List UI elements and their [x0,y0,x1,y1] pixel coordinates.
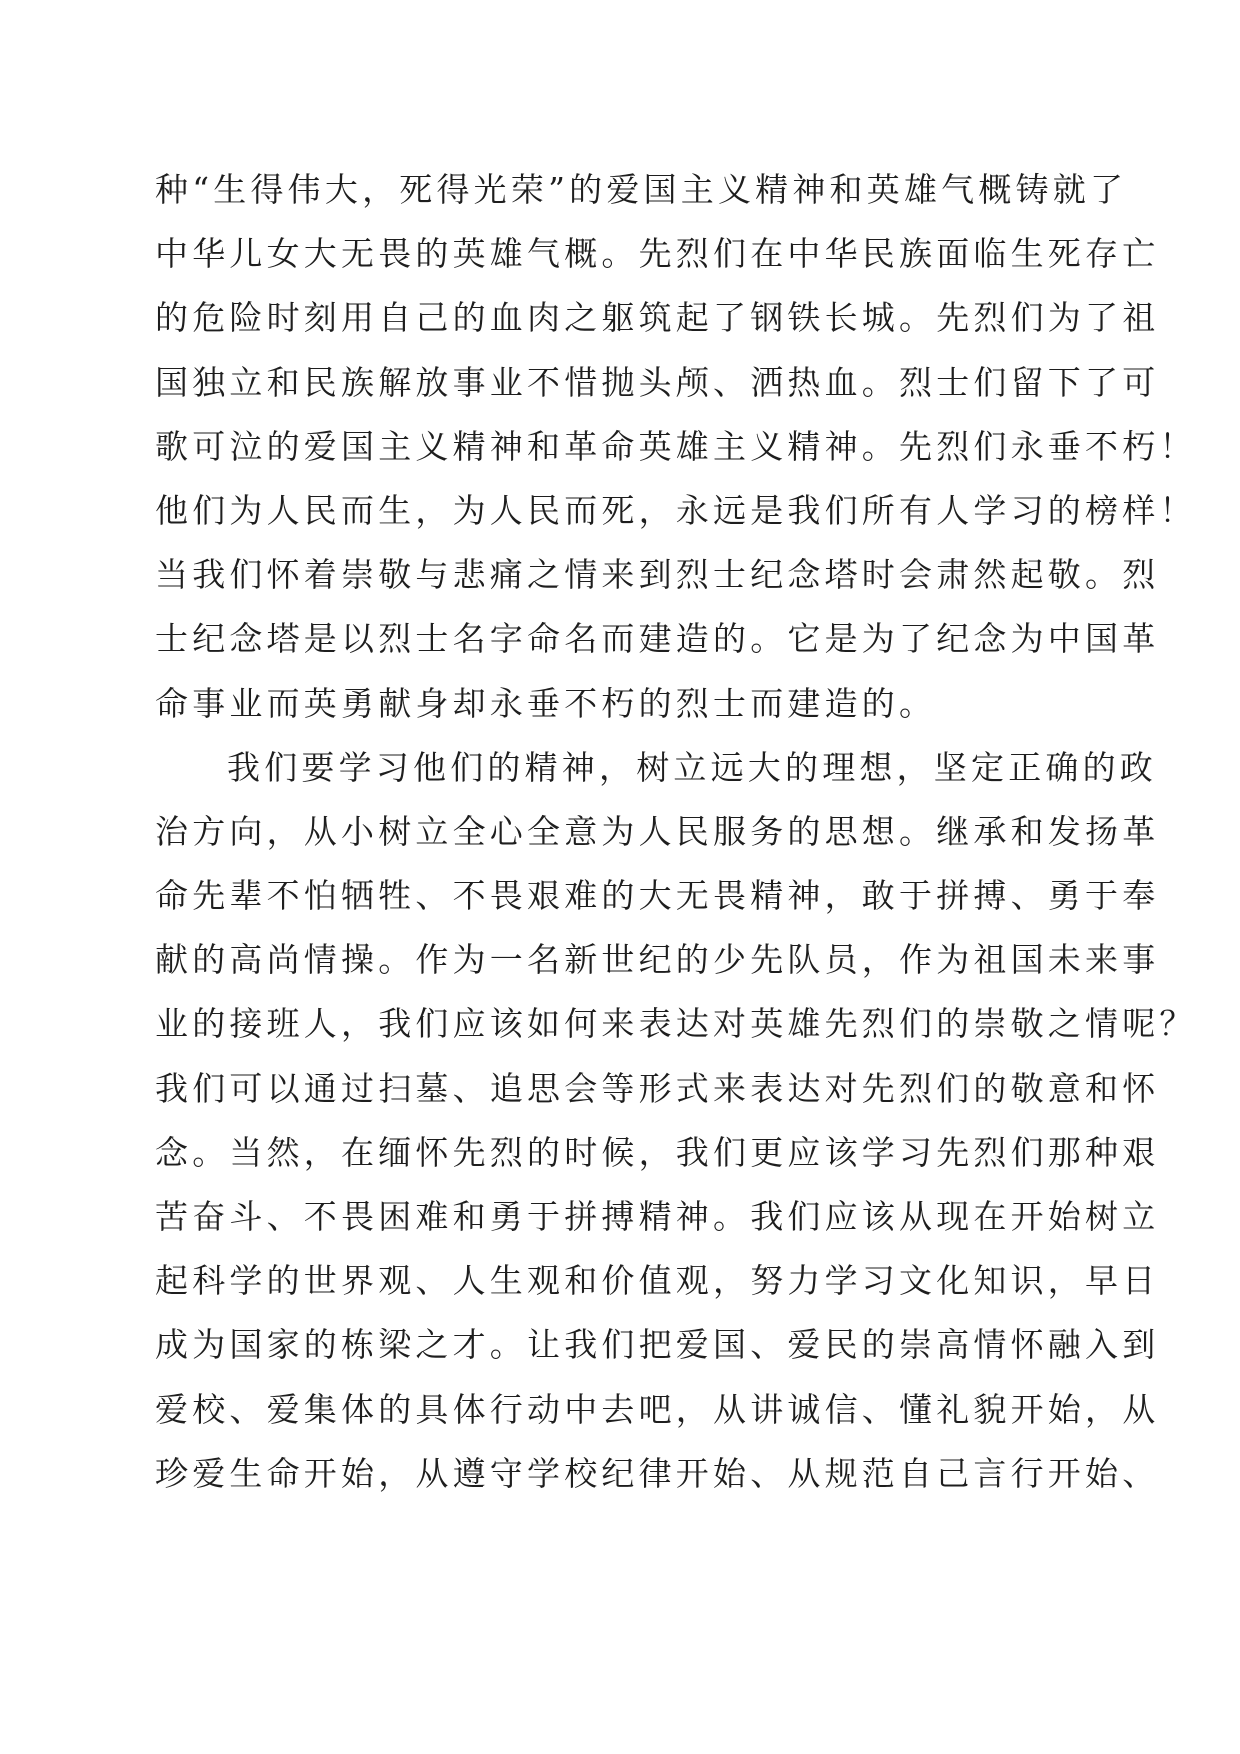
document-body [155,158,1197,1506]
text-line: 命先辈不怕牺牲、不畏艰难的大无畏精神，敢于拼搏、勇于奉 [155,876,1160,916]
text-line: 我们可以通过扫墓、追思会等形式来表达对先烈们的敬意和怀 [155,1068,1160,1108]
text-line: 爱校、爱集体的具体行动中去吧，从讲诚信、懂礼貌开始，从 [155,1389,1160,1429]
paragraph-1 [155,158,1197,736]
text-line: 治方向，从小树立全心全意为人民服务的思想。继承和发扬革 [155,811,1160,851]
text-line: 他们为人民而生，为人民而死，永远是我们所有人学习的榜样！ [155,490,1197,530]
text-line: 国独立和民族解放事业不惜抛头颅、洒热血。烈士们留下了可 [155,362,1160,402]
text-line: 珍爱生命开始，从遵守学校纪律开始、从规范自己言行开始、 [155,1453,1160,1493]
text-line: 种“生得伟大，死得光荣”的爱国主义精神和英雄气概铸就了 [155,170,1128,209]
text-line: 业的接班人，我们应该如何来表达对英雄先烈们的崇敬之情呢？ [155,1004,1197,1044]
text-line: 献的高尚情操。作为一名新世纪的少先队员，作为祖国未来事 [155,940,1160,980]
text-line: 歌可泣的爱国主义精神和革命英雄主义精神。先烈们永垂不朽！ [155,426,1197,466]
text-line-indented: 我们要学习他们的精神，树立远大的理想，坚定正确的政 [227,747,1157,787]
text-line: 命事业而英勇献身却永垂不朽的烈士而建造的。 [155,683,937,723]
text-line: 起科学的世界观、人生观和价值观，努力学习文化知识，早日 [155,1261,1160,1301]
text-line: 的危险时刻用自己的血肉之躯筑起了钢铁长城。先烈们为了祖 [155,298,1160,338]
text-line: 苦奋斗、不畏困难和勇于拼搏精神。我们应该从现在开始树立 [155,1197,1160,1236]
text-line: 当我们怀着崇敬与悲痛之情来到烈士纪念塔时会肃然起敬。烈 [155,555,1160,595]
text-line: 成为国家的栋梁之才。让我们把爱国、爱民的崇高情怀融入到 [155,1325,1160,1365]
text-line: 念。当然，在缅怀先烈的时候，我们更应该学习先烈们那种艰 [155,1132,1160,1172]
text-line: 中华儿女大无畏的英雄气概。先烈们在中华民族面临生死存亡 [155,234,1160,274]
paragraph-2 [155,736,1197,1506]
text-line: 士纪念塔是以烈士名字命名而建造的。它是为了纪念为中国革 [155,619,1160,659]
